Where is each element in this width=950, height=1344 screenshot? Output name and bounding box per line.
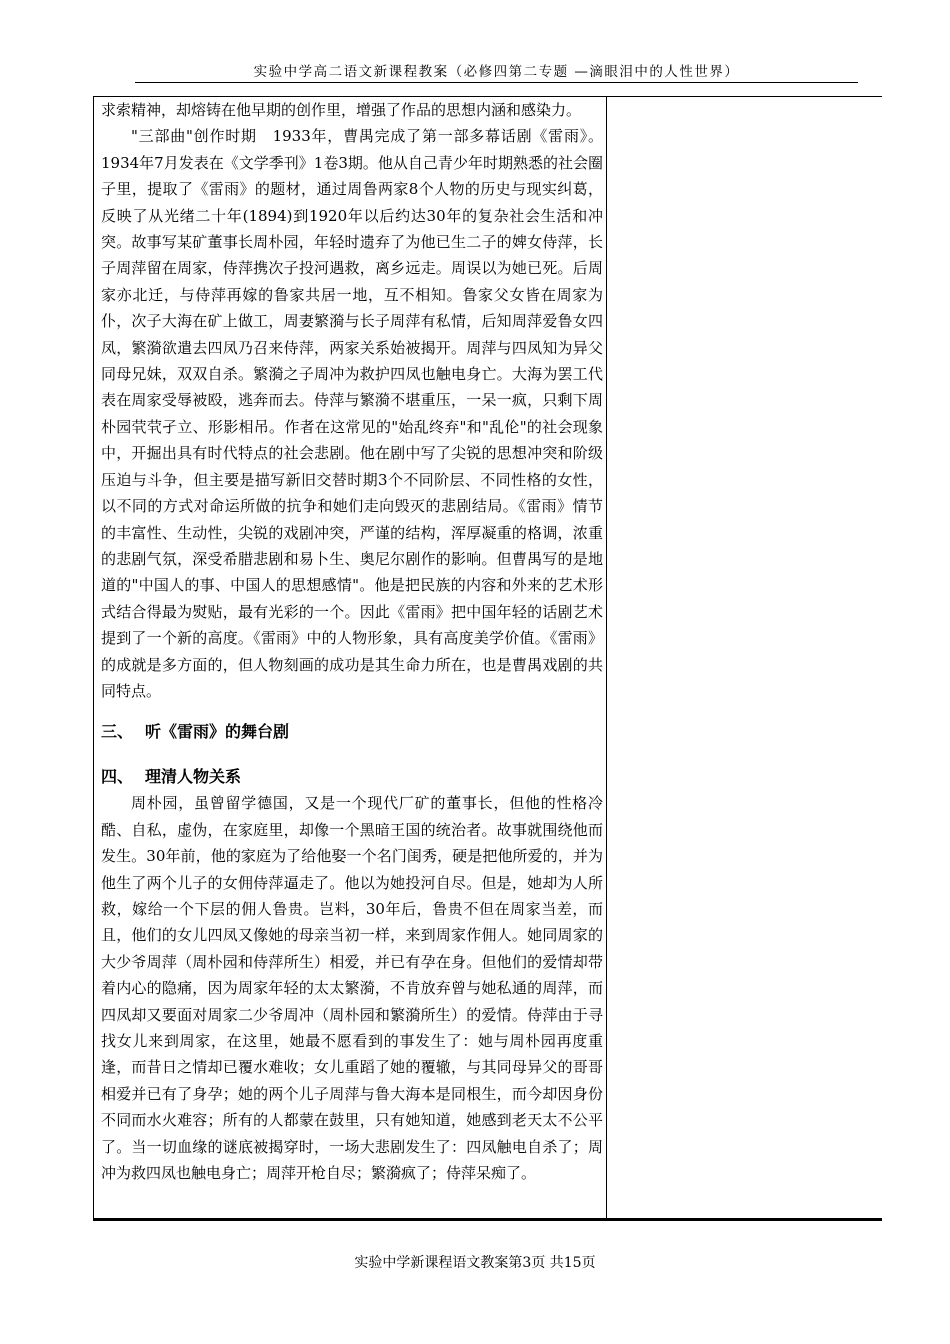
header-rule	[135, 82, 858, 83]
section-3-title: 听《雷雨》的舞台剧	[145, 722, 290, 742]
section-3-number: 三、	[101, 722, 134, 742]
table-column-divider	[606, 96, 607, 1220]
section-4-title: 理清人物关系	[145, 767, 242, 787]
table-left-border	[93, 96, 94, 1220]
section-4-number: 四、	[101, 767, 134, 787]
section-3-heading	[101, 718, 603, 746]
paragraph-continued: 求索精神，却熔铸在他早期的创作里，增强了作品的思想内涵和感染力。	[101, 101, 582, 119]
paragraph-character-relations: 周朴园，虽曾留学德国，又是一个现代厂矿的董事长，但他的性格冷酷、自私，虚伪，在家庭里，却像一个黑暗王国的统治者。故事就围绕他而发生。30年前，他的家庭为了给他娶一个名门闺秀，硬是把他所爱的，并为他生了两个儿子的女佣侍萍逼走了。他以为她投河自尽。但是，她却为人所救，嫁给一个下层的佣人鲁贵。岂料，30年后，鲁贵不但在周家当差，而且，他们的女儿四凤又像她的母亲当初一样，来到周家作佣人。她同周家的大少爷周萍（周朴园和侍萍所生）相爱，并已有孕在身。但他们的爱情却带着内心的隐痛，因为周家年轻的太太繁漪，不肯放弃曾与她私通的周萍，而四凤却又要面对周家二少爷周冲（周朴园和繁漪所生）的爱情。侍萍由于寻找女儿来到周家，在这里，她最不愿看到的事发生了：她与周朴园再度重逢，而昔日之情却已覆水难收；女儿重蹈了她的覆辙，与其同母异父的哥哥相爱并已有了身孕；她的两个儿子周萍与鲁大海本是同根生，而今却因身份不同而水火难容；所有的人都蒙在鼓里，只有她知道，她感到老天太不公平了。当一切血缘的谜底被揭穿时，一场大悲剧发生了：四凤触电自杀了；周冲为救四凤也触电身亡；周萍开枪自尽；繁漪疯了；侍萍呆痴了。	[101, 794, 603, 1183]
section-4-heading	[101, 764, 603, 790]
table-bottom-border	[93, 1218, 882, 1221]
page-header: 实验中学高二语文新课程教案（必修四第二专题 —滴眼泪中的人性世界）	[253, 64, 740, 80]
paragraph-trilogy-period: "三部曲"创作时期 1933年，曹禺完成了第一部多幕话剧《雷雨》。1934年7月发表在《文学季刊》1卷3期。他从自己青少年时期熟悉的社会圈子里，提取了《雷雨》的题材，通过周鲁两家8个人物的历史与现实纠葛，反映了从光绪二十年(1894)到1920年以后约达30年的复杂社会生活和冲突。故事写某矿董事长周朴园，年轻时遗弃了为他已生二子的婢女侍萍，长子周萍留在周家，侍萍携次子投河遇救，离乡远走。周误以为她已死。后周家亦北迁，与侍萍再嫁的鲁家共居一地，互不相知。鲁家父女皆在周家为仆，次子大海在矿上做工，周妻繁漪与长子周萍有私情，后知周萍爱鲁女四凤，繁漪欲遣去四凤乃召来侍萍，两家关系始被揭开。周萍与四凤知为异父同母兄妹，双双自杀。繁漪之子周冲为救护四凤也触电身亡。大海为罢工代表在周家受辱被殴，逃奔而去。侍萍与繁漪不堪重压，一呆一疯，只剩下周朴园茕茕孑立、形影相吊。作者在这常见的"始乱终弃"和"乱伦"的社会现象中，开掘出具有时代特点的社会悲剧。他在剧中写了尖锐的思想冲突和阶级压迫与斗争，但主要是描写新旧交替时期3个不同阶层、不同性格的女性，以不同的方式对命运所做的抗争和她们走向毁灭的悲剧结局。《雷雨》情节的丰富性、生动性，尖锐的戏剧冲突，严谨的结构，浑厚凝重的格调，浓重的悲剧气氛，深受希腊悲剧和易卜生、奥尼尔剧作的影响。但曹禺写的是地道的"中国人的事、中国人的思想感情"。他是把民族的内容和外来的艺术形式结合得最为熨贴，最有光彩的一个。因此《雷雨》把中国年轻的话剧艺术提到了一个新的高度。《雷雨》中的人物形象，具有高度美学价值。《雷雨》的成就是多方面的，但人物刻画的成功是其生命力所在，也是曹禺戏剧的共同特点。	[101, 127, 603, 700]
lesson-content	[101, 97, 603, 1186]
page-footer: 实验中学新课程语文教案第3页 共15页	[354, 1255, 596, 1271]
